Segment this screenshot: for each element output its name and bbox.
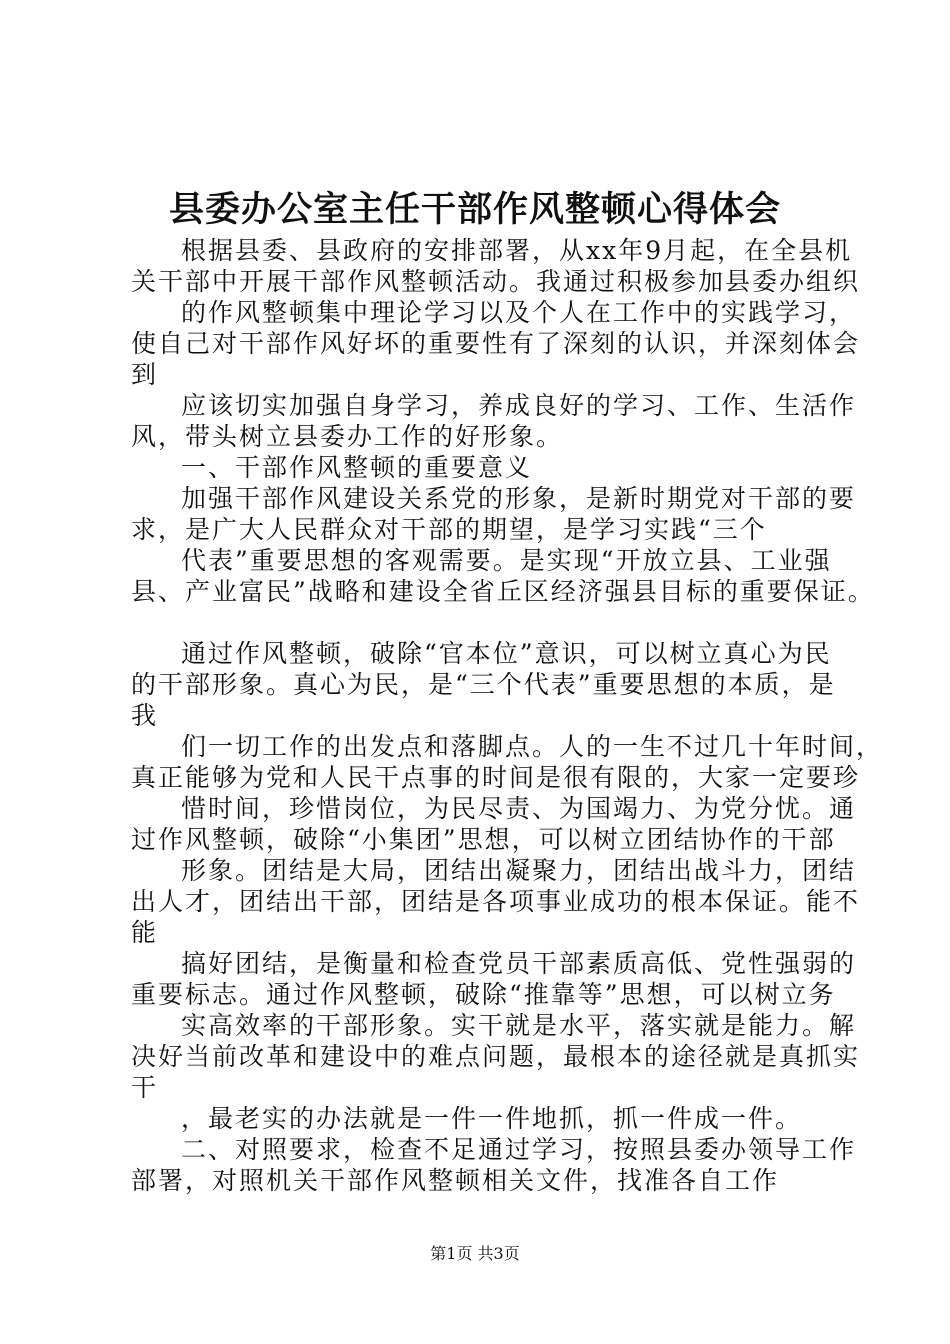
text-line: 实高效率的干部形象。实干就是水平，落实就是能力。解 [181,1011,857,1040]
page-number: 第1页 共3页 [430,1244,520,1263]
document-body [131,235,884,1196]
section-heading: 一、干部作风整顿的重要意义 [181,453,533,482]
text-line: 加强干部作风建设关系党的形象，是新时期党对干部的要 [181,484,857,513]
text-line: 过作风整顿，破除“小集团”思想，可以树立团结协作的干部 [131,825,836,854]
text-line: 部署，对照机关干部作风整顿相关文件，找准各自工作 [131,1166,780,1195]
blank-line [131,607,861,638]
text-line: 代表”重要思想的客观需要。是实现“开放立县、工业强 [181,546,832,575]
text-line: 能 [131,918,159,947]
text-line: 应该切实加强自身学习，养成良好的学习、工作、生活作 [181,391,857,420]
text-line: 决好当前改革和建设中的难点问题，最根本的途径就是真抓实 [131,1042,861,1071]
text-line: 搞好团结，是衡量和检查党员干部素质高低、党性强弱的 [181,949,857,978]
text-line: 我 [131,701,159,730]
text-line: 县、产业富民”战略和建设全省丘区经济强县目标的重要保证。 [131,577,875,606]
text-line: 关干部中开展干部作风整顿活动。我通过积极参加县委办组织 [131,267,861,296]
text-line: 们一切工作的出发点和落脚点。人的一生不过几十年时间， [181,732,884,761]
text-line: 求，是广大人民群众对干部的期望，是学习实践“三个 [131,515,767,544]
text-line: 到 [131,360,159,389]
text-line: 出人才，团结出干部，团结是各项事业成功的根本保证。能不 [131,887,861,916]
text-line: 的干部形象。真心为民，是“三个代表”重要思想的本质，是 [131,670,836,699]
text-line: ，最老实的办法就是一件一件地抓，抓一件成一件。 [181,1104,803,1133]
text-line: 真正能够为党和人民干点事的时间是很有限的，大家一定要珍 [131,763,861,792]
text-line: 通过作风整顿，破除“官本位”意识，可以树立真心为民 [181,639,832,668]
document-title: 县委办公室主任干部作风整顿心得体会 [168,189,781,230]
text-line: 惜时间，珍惜岗位，为民尽责、为国竭力、为党分忧。通 [181,794,857,823]
section-heading: 二、对照要求，检查不足通过学习，按照县委办领导工作 [181,1135,857,1164]
text-line: 重要标志。通过作风整顿，破除“推靠等”思想，可以树立务 [131,980,836,1009]
text-line: 的作风整顿集中理论学习以及个人在工作中的实践学习， [181,298,857,327]
text-line: 形象。团结是大局，团结出凝聚力，团结出战斗力，团结 [181,856,857,885]
text-line: 干 [131,1073,159,1102]
text-line: 根据县委、县政府的安排部署，从xx年9月起，在全县机 [181,236,853,265]
text-line: 风，带头树立县委办工作的好形象。 [131,422,564,451]
text-line: 使自己对干部作风好坏的重要性有了深刻的认识，并深刻体会 [131,329,861,358]
